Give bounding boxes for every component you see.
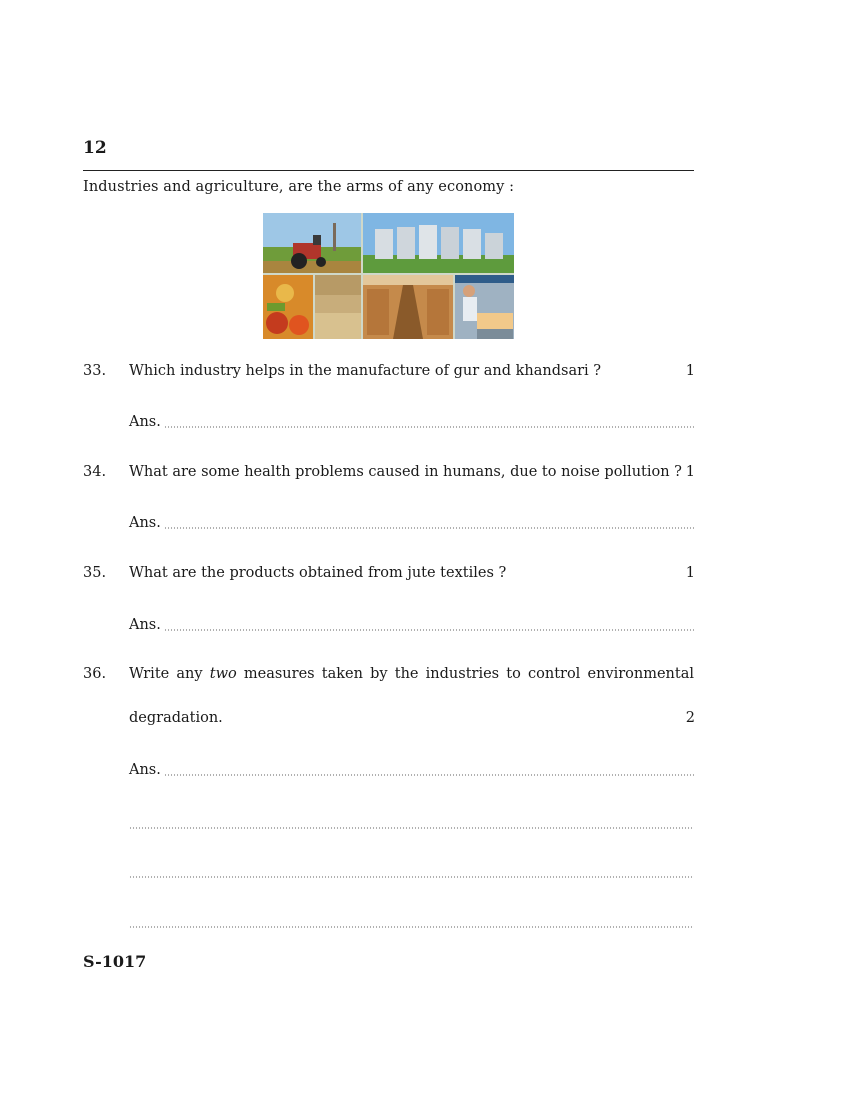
industry-agriculture-collage [263, 213, 514, 339]
question-marks: 1 [685, 363, 695, 379]
answer-label: Ans. [129, 762, 161, 778]
dotted-line [129, 876, 694, 878]
answer-line[interactable] [129, 912, 694, 930]
question-text-line2: degradation. [129, 710, 223, 726]
question-text: What are some health problems caused in humans, due to noise pollution ? [129, 464, 682, 480]
warehouse-panel [363, 275, 453, 339]
footer-code: S-1017 [83, 952, 147, 971]
question-marks: 1 [685, 464, 695, 480]
dotted-line [164, 774, 694, 776]
question-text-emphasis: two [209, 666, 237, 682]
dotted-line [164, 527, 694, 529]
question-text: Which industry helps in the manufacture of gur and khandsari ? [129, 363, 602, 379]
page-number: 12 [83, 138, 107, 158]
vegetables-panel [263, 275, 313, 339]
question-marks: 2 [685, 710, 695, 726]
header-rule [83, 170, 694, 171]
answer-label: Ans. [129, 515, 161, 531]
dotted-line [129, 926, 694, 928]
question-text-part: Write any [129, 666, 203, 682]
question-number: 35. [83, 565, 107, 581]
answer-label: Ans. [129, 414, 161, 430]
answer-line[interactable] [129, 412, 694, 430]
question-number: 36. [83, 666, 107, 682]
dotted-line [164, 629, 694, 631]
answer-line[interactable] [129, 760, 694, 778]
dotted-line [164, 426, 694, 428]
answer-line[interactable] [129, 513, 694, 531]
answer-label: Ans. [129, 617, 161, 633]
answer-line[interactable] [129, 615, 694, 633]
answer-line[interactable] [129, 862, 694, 880]
grain-silos-panel [363, 213, 514, 273]
factory-worker-panel [455, 275, 514, 339]
question-number: 33. [83, 363, 107, 379]
question-text-part: measures taken by the industries to control environmental [243, 666, 695, 682]
question-text [129, 666, 694, 682]
question-marks: 1 [685, 565, 695, 581]
intro-text: Industries and agriculture, are the arms of any economy : [83, 179, 515, 195]
grains-panel [315, 275, 361, 339]
question-text: What are the products obtained from jute textiles ? [129, 565, 507, 581]
tractor-field-panel [263, 213, 361, 273]
question-number: 34. [83, 464, 107, 480]
answer-line[interactable] [129, 813, 694, 831]
dotted-line [129, 827, 694, 829]
